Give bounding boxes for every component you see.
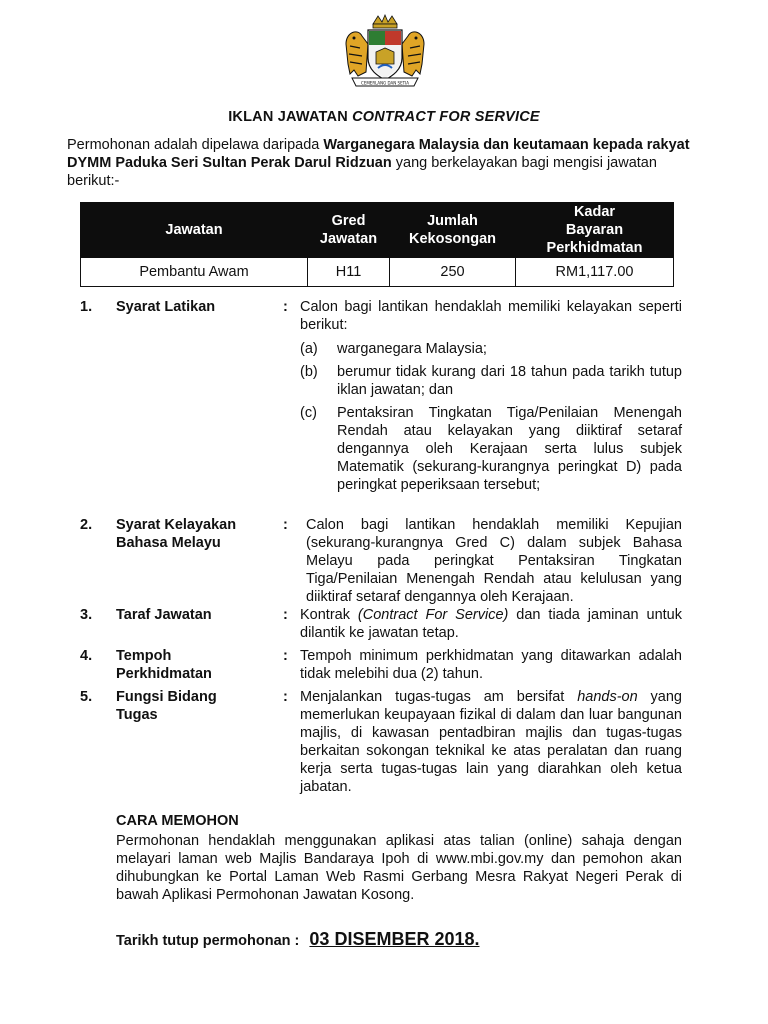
sub-item-mark: (c) [300,405,317,421]
item-number: 3. [80,607,93,623]
item-label: Syarat Kelayakan Bahasa Melayu [116,517,237,551]
intro-text-1: Permohonan adalah dipelawa daripada [67,137,324,153]
item-number: 4. [80,648,93,664]
cell-kadar: RM1,117.00 [516,258,674,287]
item-description: Tempoh minimum perkhidmatan yang ditawarkan adalah tidak melebihi dua (2) tahun. [300,648,682,682]
emblem-scroll-text: CEMERLANG DAN SETIA [361,80,409,86]
sub-item-mark: (b) [300,364,318,380]
title-part-2: CONTRACT FOR SERVICE [352,109,540,125]
intro-bold: Warganegara Malaysia dan keutamaan kepada rakyat DYMM Paduka Seri Sultan Perak Darul Ridzuan [67,137,690,171]
item-number: 5. [80,689,93,705]
how-to-apply-title: CARA MEMOHON [116,813,239,829]
item-label: Syarat Latikan [116,299,216,315]
intro-paragraph [67,136,695,190]
item-label: Fungsi Bidang Tugas [116,689,217,723]
council-emblem [340,14,430,96]
header-kadar: Kadar Bayaran Perkhidmatan [516,203,674,258]
closing-date-value: 03 DISEMBER 2018. [309,929,480,949]
header-jumlah: Jumlah Kekosongan [390,203,516,258]
vacancy-table [80,202,674,287]
sub-item-mark: (a) [300,341,318,357]
intro-text-2: yang berkelayakan bagi mengisi jawatan berikut:- [67,155,657,189]
item-label: Tempoh Perkhidmatan [116,648,212,682]
sub-item-text: Pentaksiran Tingkatan Tiga/Penilaian Menengah Rendah atau kelayakan yang diiktiraf setaraf dengannya oleh Kerajaan serta lulus subjek Matematik (sekurang-kurangnya peringkat D) pada peringkat peperiksaan tersebut; [337,405,682,493]
header-gred: Gred Jawatan [308,203,390,258]
cell-gred: H11 [308,258,390,287]
how-to-apply-body: Permohonan hendaklah menggunakan aplikasi atas talian (online) sahaja dengan melayari laman web Majlis Bandaraya Ipoh di www.mbi.gov.my dan pemohon akan dihubungkan ke Portal Laman Web Rasmi Gerbang Mesra Rakyat Negeri Perak di bawah Aplikasi Permohonan Jawatan Kosong. [116,833,682,903]
sub-item-text: berumur tidak kurang dari 18 tahun pada tarikh tutup iklan jawatan; dan [337,364,682,398]
sub-item-text: warganegara Malaysia; [337,341,487,357]
item-description: Menjalankan tugas-tugas am bersifat hands-on yang memerlukan keupayaan fizikal di dalam dan luar bangunan majlis, di kawasan pentadbiran majlis dan tugas-tugas berkaitan sokongan teknikal ke atas peralatan dan ruang kerja serta tugas-tugas lain yang diarahkan oleh ketua jabatan. [300,689,682,795]
cell-jumlah: 250 [390,258,516,287]
item-number: 2. [80,517,93,533]
item-description: Calon bagi lantikan hendaklah memiliki kelayakan seperti berikut: [300,299,682,333]
page-title [0,108,768,126]
item-description: Kontrak (Contract For Service) dan tiada jaminan untuk dilantik ke jawatan tetap. [300,607,683,641]
item-colon: : [283,607,288,623]
item-label: Taraf Jawatan [116,607,212,623]
cell-jawatan: Pembantu Awam [81,258,308,287]
item-description: Calon bagi lantikan hendaklah memiliki Kepujian (sekurang-kurangnya Gred C) dalam subjek Bahasa Melayu pada peringkat Pentaksiran Tingkatan Tiga/Penilaian Menengah Rendah atau kelulusan yang diiktiraf setaraf dengannya oleh Kerajaan. [306,517,682,605]
title-part-1: IKLAN JAWATAN [228,109,353,125]
item-colon: : [283,517,288,533]
table-row [81,258,674,287]
closing-date-label: Tarikh tutup permohonan : [116,933,304,949]
item-colon: : [283,648,288,664]
closing-date [116,930,480,950]
item-colon: : [283,689,288,705]
header-jawatan: Jawatan [81,203,308,258]
item-number: 1. [80,299,93,315]
item-colon: : [283,299,288,315]
